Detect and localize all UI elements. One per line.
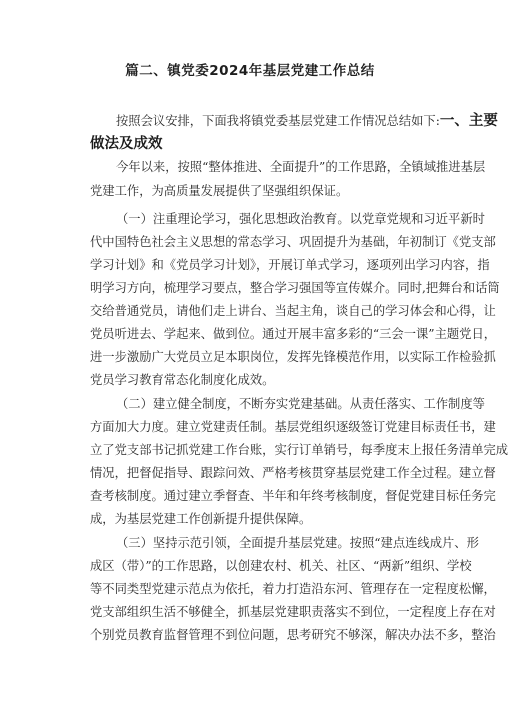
body-line: 代中国特色社会主义思想的常态学习、巩固提升为基础，年初制订《党支部 <box>90 235 496 249</box>
body-line: （一）注重理论学习，强化思想政治教育。以党章党规和习近平新时 <box>116 212 485 226</box>
body-line: （三）坚持示范引领，全面提升基层党建。按照“建点连线成片、形 <box>116 536 479 550</box>
section-heading-line <box>90 132 450 156</box>
body-line: 进一步激励广大党员立足本职岗位，发挥先锋模范作用，以实际工作检验抓 <box>90 350 496 364</box>
body-line: 成区（带）”的工作思路，以创建农村、机关、社区、“两新”组织、学校 <box>90 559 472 573</box>
body-line: 成，为基层党建工作创新提升提供保障。 <box>90 512 312 526</box>
body-line: 个别党员教育监督管理不到位问题，思考研究不够深，解决办法不多，整治 <box>90 628 496 642</box>
body-line: 党员听进去、学起来、做到位。通过开展丰富多彩的“三会一课”主题党日， <box>90 327 497 341</box>
body-line: 立了党支部书记抓党建工作台账，实行订单销号，每季度末上报任务清单完成 <box>90 443 508 457</box>
body-line: 党建工作，为高质量发展提供了坚强组织保证。 <box>90 184 349 198</box>
body-line: 查考核制度。通过建立季督查、半年和年终考核制度，督促党建目标任务完 <box>90 489 496 503</box>
body-line: 党支部组织生活不够健全，抓基层党建职责落实不到位，一定程度上存在对 <box>90 605 496 619</box>
document-title: 篇二、镇党委2024年基层党建工作总结 <box>125 63 375 79</box>
section-heading-part2: 做法及成效 <box>90 136 163 152</box>
intro-line <box>116 109 498 133</box>
body-line: 党员学习教育常态化制度化成效。 <box>90 373 275 387</box>
intro-text: 按照会议安排，下面我将镇党委基层党建工作情况总结如下: <box>116 114 440 128</box>
body-line: （二）建立健全制度，不断夯实党建基础。从责任落实、工作制度等 <box>116 397 485 411</box>
body-line: 明学习方向，梳理学习要点，整合学习强国等宣传媒介。同时,把舞台和话筒 <box>90 281 500 295</box>
body-line: 今年以来，按照“整体推进、全面提升”的工作思路，全镇域推进基层 <box>116 160 486 174</box>
body-line: 等不同类型党建示范点为依托，着力打造沿东河、管理存在一定程度松懈， <box>90 582 496 596</box>
section-heading-part1: 一、主要 <box>439 113 498 129</box>
body-line: 学习计划》和《党员学习计划》，开展订单式学习，逐项列出学习内容，指 <box>90 258 490 272</box>
body-line: 交给普通党员，请他们走上讲台、当起主角，谈自己的学习体会和心得，让 <box>90 304 496 318</box>
body-line: 情况，把督促指导、跟踪问效、严格考核贯穿基层党建工作全过程。建立督 <box>90 466 496 480</box>
body-line: 方面加大力度。建立党建责任制。基层党组织逐级签订党建目标责任书，建 <box>90 420 496 434</box>
